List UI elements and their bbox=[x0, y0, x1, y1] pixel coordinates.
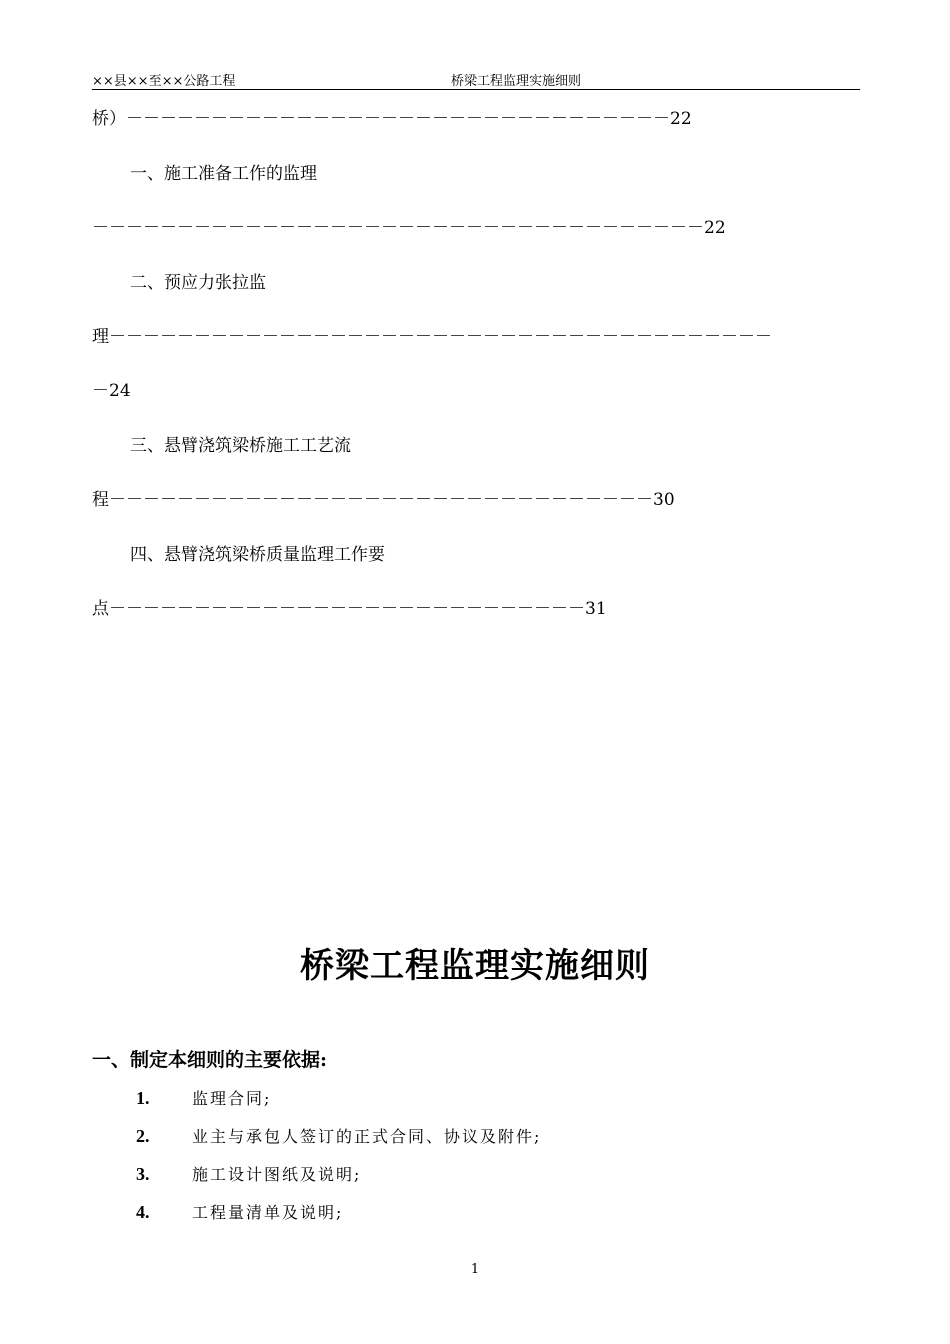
list-item-text: 工程量清单及说明; bbox=[192, 1203, 344, 1222]
list-item-number: 3. bbox=[136, 1164, 150, 1184]
toc-leader-line: 点－－－－－－－－－－－－－－－－－－－－－－－－－－－－31 bbox=[92, 599, 607, 619]
toc-leader-line: －－－－－－－－－－－－－－－－－－－－－－－－－－－－－－－－－－－－22 bbox=[92, 218, 726, 238]
page-number: 1 bbox=[470, 1262, 480, 1277]
list-item-number: 1. bbox=[136, 1088, 150, 1108]
list-item bbox=[136, 1162, 361, 1185]
list-item-number: 2. bbox=[136, 1126, 150, 1146]
header-project-name: ××县××至××公路工程 bbox=[92, 74, 236, 89]
toc-entry-title: 一、施工准备工作的监理 bbox=[130, 164, 317, 184]
document-title: 桥梁工程监理实施细则 bbox=[300, 946, 650, 986]
toc-entry-title: 三、悬臂浇筑梁桥施工工艺流 bbox=[130, 436, 351, 456]
list-item-text: 施工设计图纸及说明; bbox=[192, 1165, 362, 1184]
toc-line: 桥）－－－－－－－－－－－－－－－－－－－－－－－－－－－－－－－－22 bbox=[92, 109, 692, 129]
list-item bbox=[136, 1124, 541, 1147]
toc-entry-title: 四、悬臂浇筑梁桥质量监理工作要 bbox=[130, 545, 385, 565]
page-header bbox=[92, 70, 860, 90]
toc-entry-title: 二、预应力张拉监 bbox=[130, 273, 266, 293]
toc-leader-line: 程－－－－－－－－－－－－－－－－－－－－－－－－－－－－－－－－30 bbox=[92, 490, 675, 510]
header-document-name: 桥梁工程监理实施细则 bbox=[451, 74, 582, 89]
list-item bbox=[136, 1086, 271, 1109]
list-item bbox=[136, 1200, 343, 1223]
list-item-text: 业主与承包人签订的正式合同、协议及附件; bbox=[192, 1127, 542, 1146]
toc-leader-line: 理－－－－－－－－－－－－－－－－－－－－－－－－－－－－－－－－－－－－－－－ bbox=[92, 327, 772, 347]
section-heading: 一、制定本细则的主要依据: bbox=[92, 1049, 328, 1071]
list-item-number: 4. bbox=[136, 1202, 150, 1222]
list-item-text: 监理合同; bbox=[192, 1089, 272, 1108]
toc-page-ref: －24 bbox=[92, 381, 131, 401]
